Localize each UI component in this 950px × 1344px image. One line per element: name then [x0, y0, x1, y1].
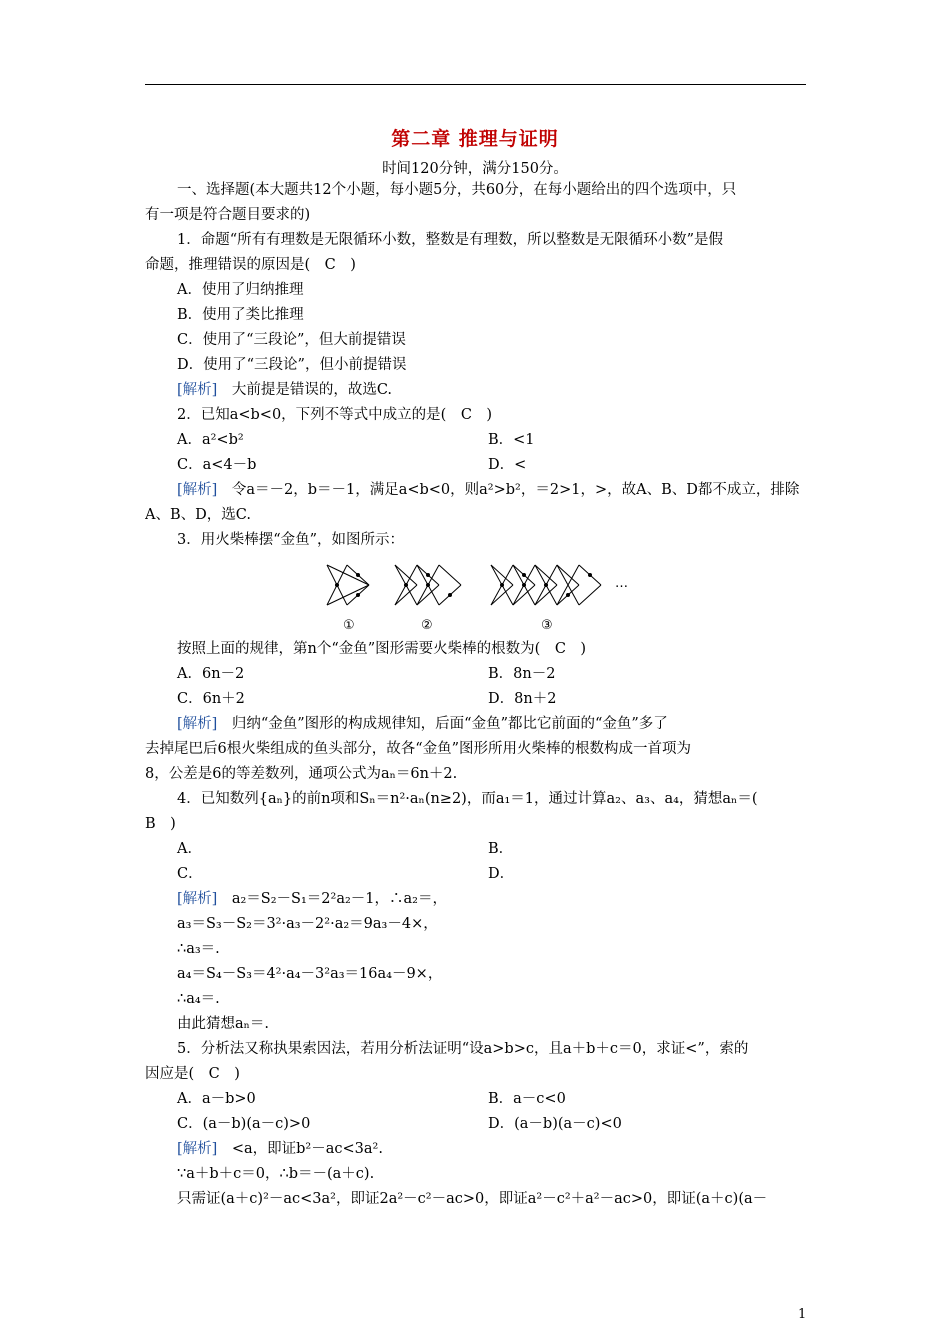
time-note: 时间120分钟，满分150分。 — [382, 161, 568, 177]
q1-stem: 1．命题“所有有理数是无限循环小数，整数是有理数，所以整数是无限循环小数”是假 — [177, 232, 724, 248]
q2-options-row2: C．a<4－b D．< — [177, 457, 527, 473]
q4-analysis-line2: a₃＝S₃－S₂＝3²·a₃－2²·a₂＝9a₃－4×， — [177, 916, 438, 932]
page-number: 1 — [798, 1307, 807, 1322]
q5-stem-cont: 因应是( C ) — [145, 1066, 240, 1082]
q2-options-row1: A．a²<b² B．<1 — [177, 432, 535, 448]
analysis-label: [解析] — [177, 482, 218, 498]
fish-diagram — [325, 559, 645, 635]
q4-options-row1: A． B． — [177, 841, 514, 857]
q5-stem: 5．分析法又称执果索因法，若用分析法证明“设a>b>c，且a＋b＋c＝0，求证<”，索的 — [177, 1041, 749, 1057]
analysis-label: [解析] — [177, 1141, 218, 1157]
q4-analysis-line5: ∴a₄＝. — [177, 991, 220, 1007]
q2-analysis-cont: A、B、D，选C. — [145, 507, 251, 523]
figure-label-2: ② — [421, 618, 433, 633]
q1-stem-cont: 命题，推理错误的原因是( C ) — [145, 257, 356, 273]
q4-stem-cont: B ) — [145, 816, 176, 832]
q2-stem: 2．已知a<b<0，下列不等式中成立的是( C ) — [177, 407, 493, 423]
q1-option-c: C．使用了“三段论”，但大前提错误 — [177, 332, 406, 348]
q3-options-row2: C．6n＋2 D．8n＋2 — [177, 691, 557, 707]
figure-ellipsis: … — [615, 576, 628, 591]
section-heading: 一、选择题(本大题共12个小题，每小题5分，共60分，在每小题给出的四个选项中，只 — [177, 182, 737, 198]
chapter-title: 第二章 推理与证明 — [391, 128, 559, 150]
q3-analysis: [解析] 归纳“金鱼”图形的构成规律知，后面“金鱼”都比它前面的“金鱼”多了 — [177, 716, 668, 732]
q4-analysis-line4: a₄＝S₄－S₃＝4²·a₄－3²a₃＝16a₄－9×， — [177, 966, 443, 982]
q1-option-b: B．使用了类比推理 — [177, 307, 304, 323]
matchstick-fish-figure — [145, 553, 806, 637]
figure-label-3: ③ — [541, 618, 553, 633]
analysis-label: [解析] — [177, 716, 218, 732]
q3-analysis-cont2: 8，公差是6的等差数列，通项公式为aₙ＝6n＋2. — [145, 766, 458, 782]
section-heading-cont: 有一项是符合题目要求的) — [145, 207, 311, 223]
q1-analysis: [解析] 大前提是错误的，故选C. — [177, 382, 393, 398]
q5-analysis-line2: ∵a＋b＋c＝0，∴b＝－(a＋c). — [177, 1166, 375, 1182]
q4-stem: 4．已知数列{aₙ}的前n项和Sₙ＝n²·aₙ(n≥2)，而a₁＝1，通过计算a₂、a₃、a₄，猜想aₙ＝( — [177, 791, 758, 807]
q1-option-a: A．使用了归纳推理 — [177, 282, 304, 298]
q1-option-d: D．使用了“三段论”，但小前提错误 — [177, 357, 407, 373]
q4-options-row2: C． D． — [177, 866, 515, 882]
q5-analysis-line3: 只需证(a＋c)²－ac<3a²，即证2a²－c²－ac>0，即证a²－c²＋a²－ac>0，即证(a＋c)(a－ — [177, 1191, 768, 1207]
analysis-label: [解析] — [177, 382, 218, 398]
header-rule — [145, 84, 806, 85]
q5-analysis: [解析] <a，即证b²－ac<3a². — [177, 1141, 383, 1157]
q4-analysis: [解析] a₂＝S₂－S₁＝2²a₂－1，∴a₂＝， — [177, 891, 447, 907]
q2-analysis: [解析] 令a＝－2，b＝－1，满足a<b<0，则a²>b²，＝2>1，>，故A、B、D都不成立，排除 — [177, 482, 800, 498]
q5-options-row1: A．a－b>0 B．a－c<0 — [177, 1091, 566, 1107]
q3-stem: 3．用火柴棒摆“金鱼”，如图所示： — [177, 532, 405, 548]
q4-analysis-line3: ∴a₃＝. — [177, 941, 220, 957]
q5-options-row2: C．(a－b)(a－c)>0 D．(a－b)(a－c)<0 — [177, 1116, 622, 1132]
analysis-label: [解析] — [177, 891, 218, 907]
q3-options-row1: A．6n－2 B．8n－2 — [177, 666, 556, 682]
figure-label-1: ① — [343, 618, 355, 633]
q4-analysis-line6: 由此猜想aₙ＝. — [177, 1016, 270, 1032]
q3-question: 按照上面的规律，第n个“金鱼”图形需要火柴棒的根数为( C ) — [177, 641, 587, 657]
document-body — [145, 178, 806, 1212]
q3-analysis-cont1: 去掉尾巴后6根火柴组成的鱼头部分，故各“金鱼”图形所用火柴棒的根数构成一首项为 — [145, 741, 692, 757]
